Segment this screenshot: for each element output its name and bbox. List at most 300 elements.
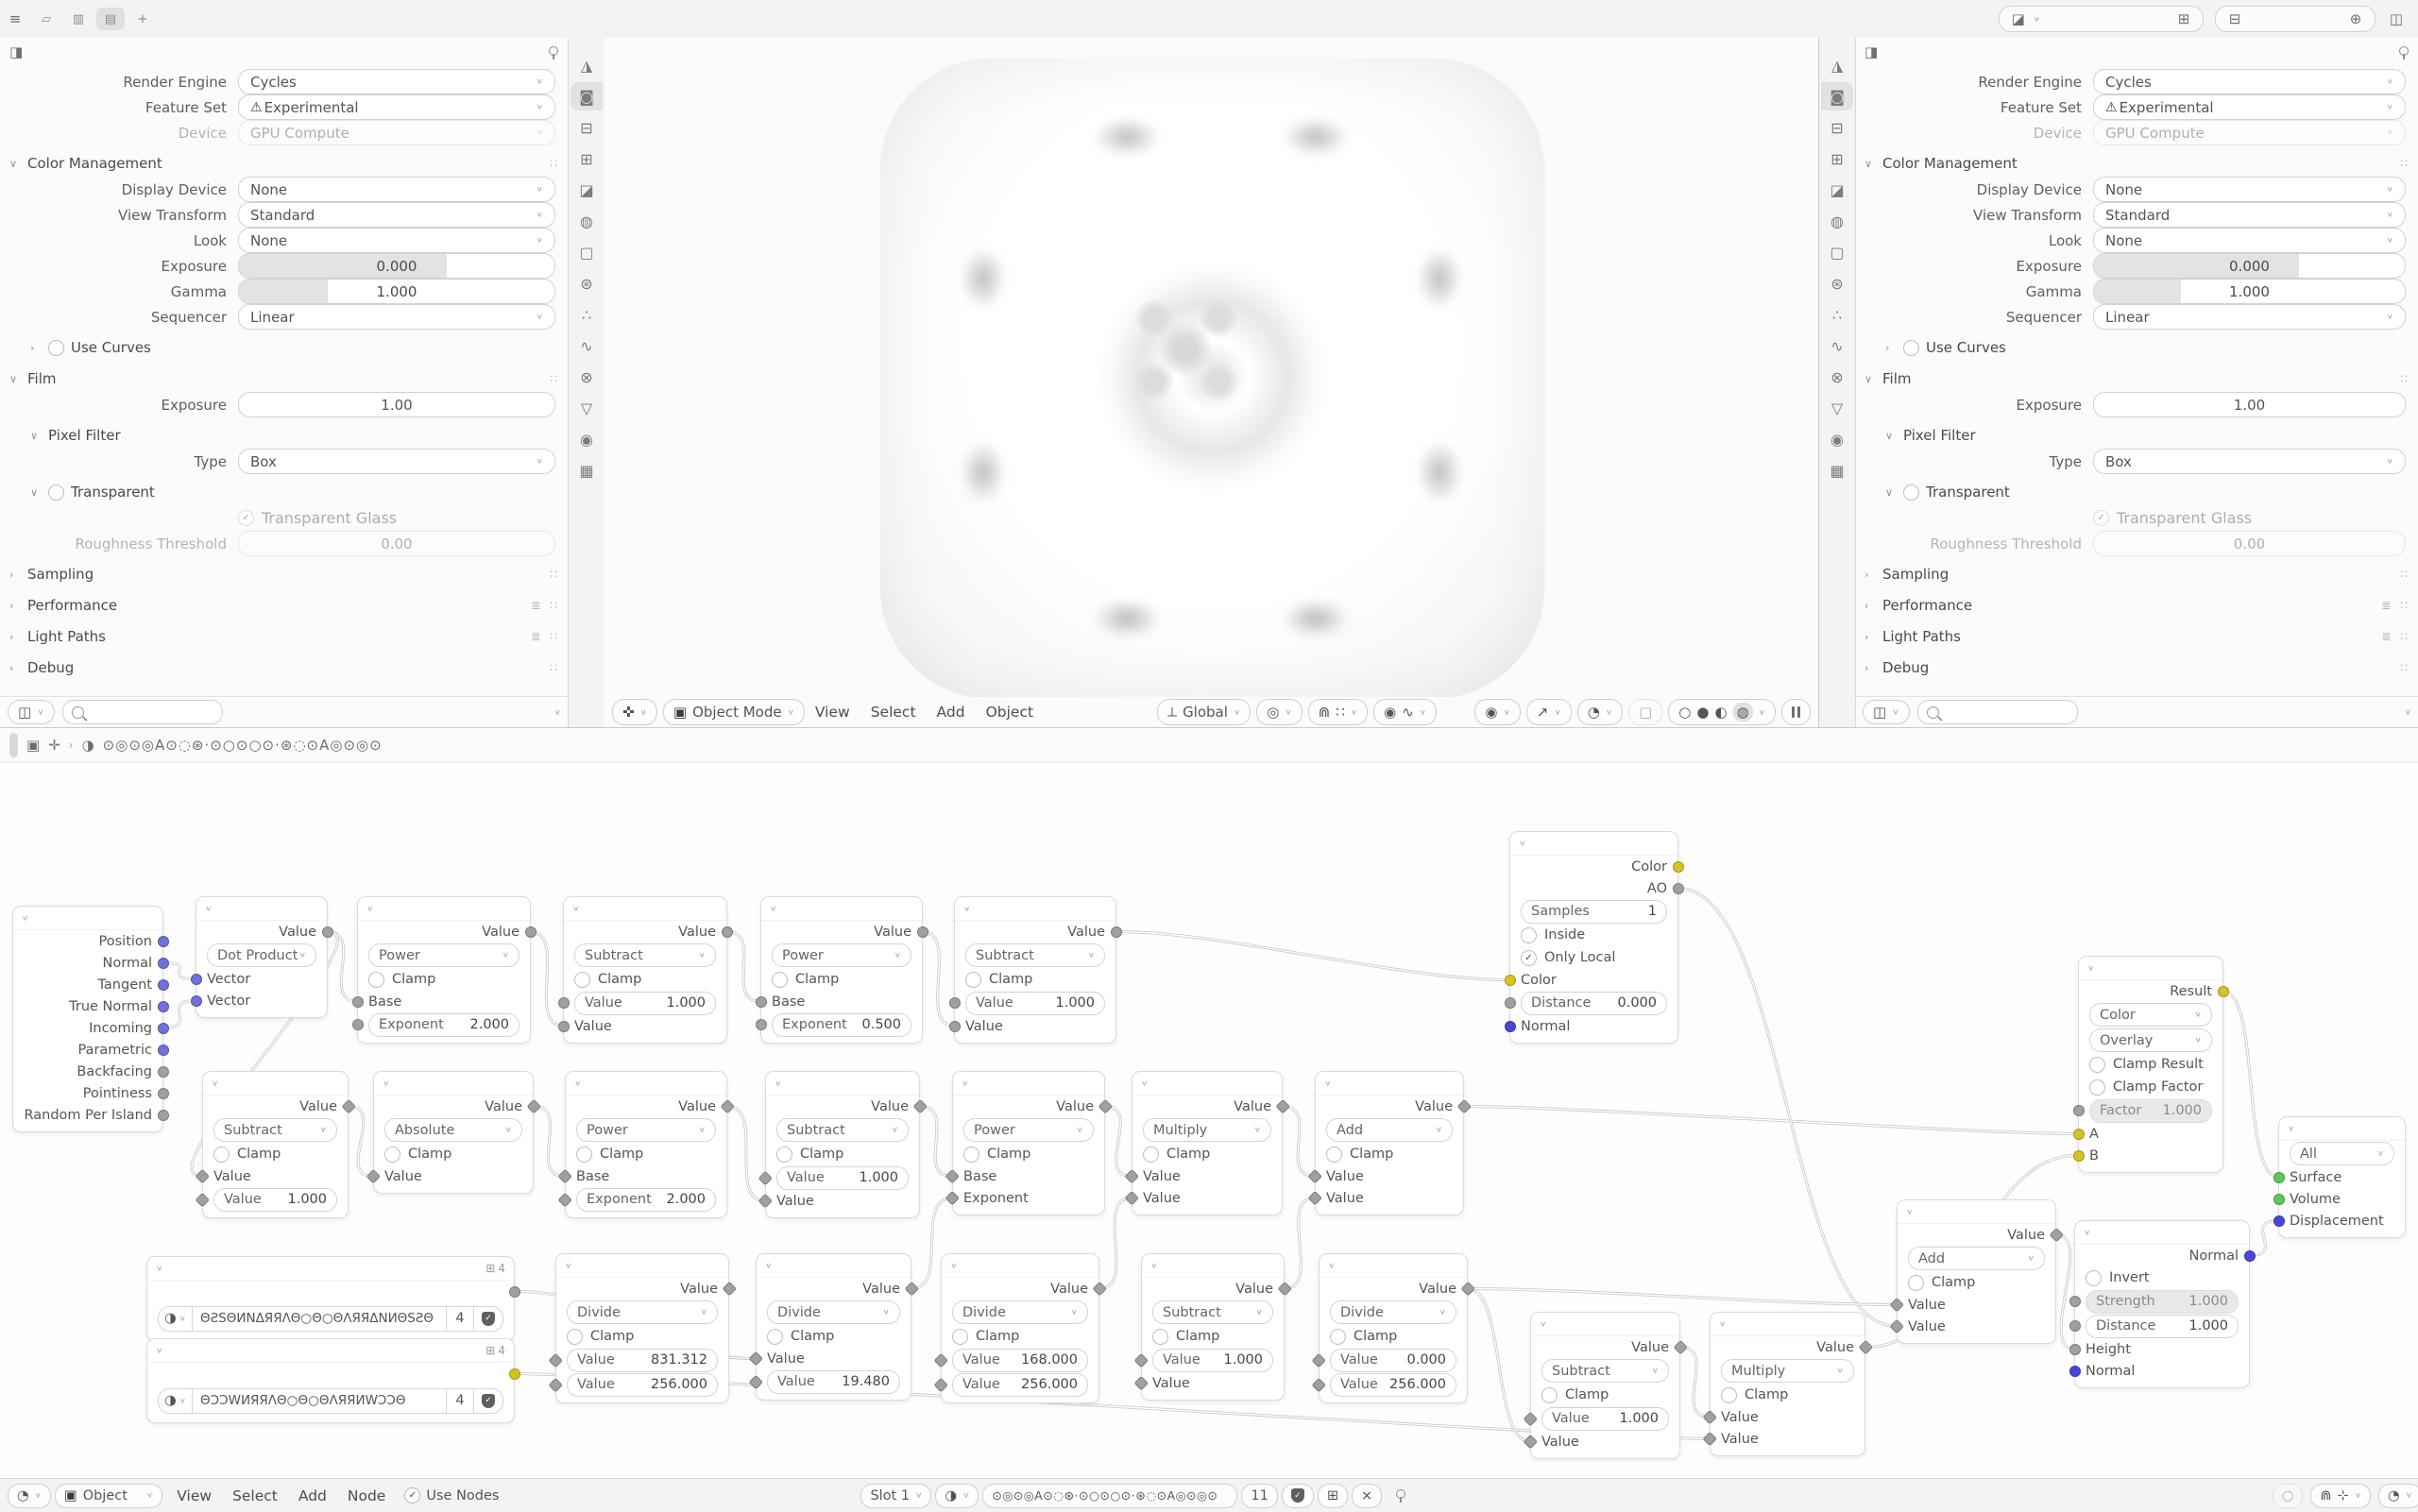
node-math-dot-product[interactable] [196,896,328,1018]
pin-id-button[interactable] [1386,1485,1415,1507]
prop-checkbox[interactable] [2093,509,2252,527]
checkbox-icon[interactable] [2086,1270,2102,1286]
value-field[interactable] [1152,1349,1273,1372]
section-checkbox[interactable] [48,484,64,501]
collapse-chevron-icon[interactable]: ∨ [963,904,971,913]
properties-tab-particles[interactable]: ∴ [1831,305,1843,324]
node-header[interactable] [2075,1221,2249,1245]
input-socket[interactable] [2073,1105,2085,1116]
checkbox-icon[interactable]: ✓ [1521,950,1537,966]
output-socket[interactable] [158,1088,169,1099]
node-select[interactable] [1721,1359,1854,1383]
checkbox-icon[interactable] [368,972,384,988]
prop-field[interactable]: 0.00 [2093,531,2406,556]
checkbox-icon[interactable] [384,1147,400,1163]
region-collapse-handle[interactable] [9,733,18,757]
filter-icon[interactable]: ◫ [2389,10,2404,27]
prop-select[interactable] [238,94,555,120]
node-menu-add[interactable]: Add [298,1487,327,1504]
image-name-field[interactable]: ΘƧSΘИNΔЯЯΛΘ○Θ○ΘΛЯЯΔNИΘSƧΘ [193,1306,447,1332]
properties-tab-world[interactable]: ◍ [580,212,593,230]
node-header[interactable] [147,1257,514,1281]
node-header[interactable] [13,907,162,930]
section-performance[interactable] [1855,593,2418,618]
properties-tab-world[interactable]: ◍ [1831,212,1844,230]
proportional-edit-group[interactable]: ◉ ∿ ∨ [1373,699,1437,725]
shading-wireframe-icon[interactable]: ○ [1678,704,1692,721]
collapse-chevron-icon[interactable]: ∨ [156,1346,163,1355]
shader-type-select[interactable]: ▣ Object ∨ [55,1484,162,1508]
prop-field[interactable]: 0.00 [238,531,555,556]
node-header[interactable] [1316,1072,1463,1096]
node-math-subtract[interactable] [202,1071,349,1218]
collapse-chevron-icon[interactable]: ∨ [1150,1261,1158,1270]
scene-name-field[interactable] [2040,9,2169,28]
shading-material-icon[interactable]: ◐ [1714,704,1728,721]
properties-tab-view-layer[interactable]: ⊞ [1831,149,1844,168]
prop-field[interactable]: 1.00 [2093,392,2406,417]
section-debug[interactable] [1855,655,2418,680]
checkbox-icon[interactable] [952,1329,968,1345]
input-socket[interactable] [1505,975,1516,986]
properties-tab-texture[interactable]: ▦ [1830,461,1845,480]
value-field[interactable] [2089,1099,2212,1123]
checkbox-icon[interactable] [1721,1387,1737,1403]
collapse-chevron-icon[interactable]: ∨ [205,904,213,913]
section-sampling[interactable] [1855,562,2418,586]
prop-select[interactable] [238,202,555,228]
input-socket[interactable] [2069,1366,2081,1377]
collapse-chevron-icon[interactable]: ∨ [1906,1207,1914,1216]
drag-dots-icon[interactable]: ∷ [2400,661,2408,674]
node-header[interactable] [942,1254,1098,1278]
image-users-button[interactable]: 4 [447,1306,474,1332]
drag-dots-icon[interactable]: ∷ [2400,630,2408,643]
node-math-absolute[interactable] [373,1071,534,1194]
node-header[interactable] [374,1072,533,1096]
node-select[interactable] [2290,1142,2394,1165]
output-socket[interactable] [1673,861,1684,873]
node-math-subtract[interactable] [954,896,1116,1044]
viewport-menu-add[interactable]: Add [936,704,965,721]
properties-tab-constraints[interactable]: ⊗ [580,367,593,386]
input-socket[interactable] [2073,1150,2085,1162]
drag-dots-icon[interactable]: ∷ [550,599,557,612]
section-light-paths[interactable] [0,624,569,649]
properties-editor-icon[interactable]: ◨ [1865,43,1879,60]
output-socket[interactable] [158,936,169,947]
node-math-divide[interactable] [941,1253,1099,1403]
node-header[interactable] [358,897,530,921]
node-select[interactable] [207,943,316,967]
collapse-chevron-icon[interactable]: ∨ [962,1079,969,1088]
pin-icon[interactable] [547,46,559,59]
viewlayer-name-field[interactable] [2250,9,2341,28]
properties-tab-object[interactable]: ▢ [1830,243,1845,262]
properties-tab-tool[interactable]: ◮ [580,56,593,75]
properties-tab-render[interactable]: ◙ [1821,82,1853,110]
checkbox-icon[interactable] [767,1329,783,1345]
pause-render-button[interactable] [1781,699,1811,725]
mode-select[interactable]: ▣ Object Mode ∨ [663,699,805,725]
properties-tab-physics[interactable]: ∿ [1831,336,1844,355]
input-socket[interactable] [2073,1129,2085,1140]
node-select[interactable] [567,1300,718,1324]
prop-field[interactable]: 1.00 [238,392,555,417]
output-socket[interactable] [158,1066,169,1078]
output-socket[interactable] [158,958,169,969]
viewport-menu-object[interactable]: Object [985,704,1034,721]
checkbox-icon[interactable] [1541,1387,1558,1403]
editor-type-button[interactable]: ◔ ∨ [8,1484,51,1508]
collapse-chevron-icon[interactable]: ∨ [2087,963,2095,973]
output-socket[interactable] [158,979,169,991]
node-math-divide[interactable] [555,1253,729,1403]
input-socket[interactable] [352,996,364,1008]
prop-select[interactable] [2093,69,2406,94]
prop-slider[interactable] [238,253,555,279]
value-field[interactable] [576,1188,716,1212]
node-header[interactable] [953,1072,1104,1096]
properties-tab-scene[interactable]: ◪ [1830,180,1845,199]
properties-tab-tool[interactable]: ◮ [1831,56,1844,75]
checkbox-icon[interactable] [574,972,590,988]
collapse-chevron-icon[interactable]: ∨ [770,904,777,913]
properties-tab-physics[interactable]: ∿ [580,336,593,355]
node-canvas[interactable] [0,762,2418,1479]
properties-tab-view-layer[interactable]: ⊞ [580,149,593,168]
browse-image-button[interactable] [158,1388,193,1414]
properties-editor-icon[interactable]: ◨ [9,43,24,60]
section-color-management[interactable] [0,151,569,176]
checkbox-icon[interactable] [567,1329,583,1345]
node-header[interactable] [1132,1072,1282,1096]
section-pixel-filter[interactable] [0,423,569,448]
collapse-chevron-icon[interactable]: ∨ [366,904,374,913]
node-select[interactable] [1326,1118,1453,1142]
material-name-field[interactable]: ⊙◎⊙◎A⊙◌⊛·⊙○⊙○⊙·⊛◌⊙A◎⊙◎⊙ [982,1484,1237,1508]
output-socket[interactable] [158,1045,169,1056]
node-header[interactable] [1320,1254,1467,1278]
output-socket[interactable] [525,926,536,938]
prop-select[interactable] [238,120,555,145]
node-image-texture[interactable] [146,1256,515,1341]
node-select[interactable] [1152,1300,1273,1324]
prop-select[interactable] [2093,120,2406,145]
node-math-subtract[interactable] [1530,1312,1680,1459]
value-field[interactable] [567,1349,718,1372]
properties-tab-texture[interactable]: ▦ [579,461,594,480]
node-select[interactable] [213,1118,337,1142]
shading-solid-icon[interactable]: ● [1696,704,1710,721]
viewport-menu-view[interactable]: View [814,704,850,721]
gizmos-button[interactable]: ↗ ∨ [1526,699,1572,725]
collapse-chevron-icon[interactable]: ∨ [1719,1319,1727,1329]
value-field[interactable] [2086,1315,2239,1338]
output-socket[interactable] [158,1110,169,1121]
checkbox-icon[interactable] [213,1147,230,1163]
input-socket[interactable] [352,1019,364,1030]
prop-select[interactable] [2093,177,2406,202]
section-checkbox[interactable] [1903,340,1919,356]
viewport-menu-select[interactable]: Select [870,704,916,721]
workspace-tab-active[interactable]: ▤ [96,8,125,30]
drag-dots-icon[interactable]: ∷ [2400,157,2408,170]
input-socket[interactable] [949,1021,961,1032]
collapse-chevron-icon[interactable]: ∨ [22,913,29,923]
drag-dots-icon[interactable]: ∷ [2400,599,2408,612]
input-socket[interactable] [2069,1320,2081,1332]
properties-tab-modifiers[interactable]: ⊛ [580,274,593,293]
display-filter-button[interactable]: ◫ ∨ [8,700,55,724]
checkbox-icon[interactable] [772,972,788,988]
list-icon[interactable]: ≣ [2381,599,2392,612]
output-socket[interactable] [722,926,733,938]
section-sampling[interactable] [0,562,569,586]
collapse-chevron-icon[interactable]: ∨ [572,904,580,913]
checkbox-icon[interactable] [965,972,981,988]
node-geometry-input[interactable] [12,906,163,1132]
node-header[interactable] [2279,1117,2405,1141]
section-checkbox[interactable] [48,340,64,356]
node-math-multiply[interactable] [1710,1312,1865,1456]
shading-rendered-icon[interactable]: ◍ [1733,703,1753,722]
section-debug[interactable] [0,655,569,680]
checkbox-icon[interactable] [2089,1057,2105,1073]
checkbox-icon[interactable] [576,1147,592,1163]
viewlayer-selector[interactable] [2215,6,2375,32]
node-select[interactable] [776,1118,909,1142]
search-input[interactable] [1917,700,2078,724]
node-header[interactable] [757,1254,911,1278]
input-socket[interactable] [1505,1021,1516,1032]
node-math-add[interactable] [1315,1071,1464,1215]
material-users-count[interactable]: 11 [1241,1484,1277,1508]
checkbox-icon[interactable] [1908,1275,1924,1291]
value-field[interactable] [1330,1373,1456,1397]
overlays-button[interactable]: ◔ ∨ [1577,699,1623,725]
properties-tab-material[interactable]: ◉ [1831,430,1844,449]
snap-toggle-group[interactable]: ⋒ ∷ ∨ [1308,699,1368,725]
node-header[interactable] [147,1339,514,1363]
section-light-paths[interactable] [1855,624,2418,649]
viewport-3d[interactable] [604,38,1818,727]
value-field[interactable] [772,1013,911,1037]
overlays-group[interactable]: ◔ ∨ [2378,1484,2418,1508]
input-socket[interactable] [191,995,202,1007]
value-field[interactable] [1521,900,1667,924]
drag-dots-icon[interactable]: ∷ [550,661,557,674]
input-socket[interactable] [2273,1215,2285,1227]
drag-dots-icon[interactable]: ∷ [550,630,557,643]
node-select[interactable] [965,943,1105,967]
node-math-divide[interactable] [756,1253,911,1401]
prop-select[interactable] [238,304,555,330]
node-select[interactable] [2089,1028,2212,1052]
value-field[interactable] [767,1370,900,1394]
node-math-power[interactable] [952,1071,1105,1215]
section-film[interactable] [0,366,569,391]
output-socket[interactable] [2244,1250,2256,1262]
prop-select[interactable] [2093,94,2406,120]
node-material-output[interactable] [2278,1116,2406,1238]
node-header[interactable] [1142,1254,1284,1278]
collapse-chevron-icon[interactable]: ∨ [765,1261,773,1270]
node-math-divide[interactable] [1319,1253,1468,1403]
auto-offset-button[interactable]: ○ [2273,1484,2304,1508]
app-menu-icon[interactable]: ≡ [9,10,22,27]
drag-dots-icon[interactable]: ∷ [550,157,557,170]
output-socket[interactable] [158,1001,169,1012]
prop-select[interactable] [238,69,555,94]
properties-tab-render[interactable]: ◙ [570,82,603,110]
section-performance[interactable] [0,593,569,618]
value-field[interactable] [574,992,716,1015]
node-math-subtract[interactable] [563,896,727,1044]
shader-node-editor[interactable] [0,727,2418,1479]
input-socket[interactable] [558,1021,570,1032]
drag-dots-icon[interactable]: ∷ [2400,372,2408,385]
node-header[interactable] [766,1072,919,1096]
node-select[interactable] [2089,1003,2212,1027]
value-field[interactable] [368,1013,519,1037]
editor-type-icon[interactable]: ▣ [26,737,41,754]
input-socket[interactable] [949,997,961,1009]
chevron-down-icon[interactable]: ∨ [2404,707,2411,717]
output-socket[interactable] [509,1286,520,1298]
checkbox-icon[interactable] [1152,1329,1168,1345]
node-header[interactable] [2079,957,2222,980]
new-scene-icon[interactable]: ⊞ [2177,10,2190,27]
fake-user-button[interactable] [474,1388,503,1414]
prop-slider[interactable] [2093,253,2406,279]
prop-select[interactable] [238,177,555,202]
output-socket[interactable] [509,1368,520,1380]
node-header[interactable] [1531,1313,1679,1336]
value-field[interactable] [952,1349,1088,1372]
section-film[interactable] [1855,366,2418,391]
use-nodes-checkbox[interactable]: ✓ Use Nodes [396,1485,507,1507]
node-select[interactable] [368,943,519,967]
value-field[interactable] [965,992,1105,1015]
section-color-management[interactable] [1855,151,2418,176]
pivot-point-select[interactable]: ◎ ∨ [1256,699,1302,725]
show-gizmo-button[interactable]: ◉ ∨ [1474,699,1520,725]
input-socket[interactable] [1505,997,1516,1009]
node-math-power[interactable] [760,896,923,1044]
node-header[interactable] [955,897,1115,921]
node-image-texture[interactable] [146,1338,515,1423]
node-math-subtract[interactable] [1141,1253,1285,1401]
node-header[interactable] [761,897,922,921]
output-socket[interactable] [158,1023,169,1034]
value-field[interactable] [1521,992,1667,1015]
browse-material-button[interactable]: ◑ ∨ [935,1484,979,1508]
collapse-chevron-icon[interactable]: ∨ [1141,1079,1149,1088]
collapse-chevron-icon[interactable]: ∨ [212,1079,219,1088]
node-bump[interactable] [2074,1220,2250,1388]
value-field[interactable] [952,1373,1088,1397]
node-math-multiply[interactable] [1132,1071,1283,1215]
snap-group[interactable]: ⋒ ⊹ ∨ [2310,1484,2371,1508]
output-socket[interactable] [1673,883,1684,894]
prop-select[interactable] [238,449,555,474]
section-pixel-filter[interactable] [1855,423,2418,448]
properties-tab-scene[interactable]: ◪ [579,180,594,199]
prop-select[interactable] [2093,449,2406,474]
output-socket[interactable] [1111,926,1122,938]
node-select[interactable] [574,943,716,967]
node-header[interactable] [1510,832,1677,856]
node-select[interactable] [1541,1359,1669,1383]
properties-tab-material[interactable]: ◉ [580,430,593,449]
node-math-add[interactable] [1897,1199,2056,1344]
node-menu-node[interactable]: Node [347,1487,386,1504]
search-input[interactable] [62,700,223,724]
node-select[interactable] [952,1300,1088,1324]
value-field[interactable] [213,1188,337,1212]
drag-dots-icon[interactable]: ∷ [550,568,557,581]
output-socket[interactable] [2218,986,2229,997]
collapse-chevron-icon[interactable]: ∨ [565,1261,572,1270]
display-filter-button[interactable]: ◫ ∨ [1863,700,1910,724]
fake-user-button[interactable] [1282,1484,1314,1508]
node-select[interactable] [1330,1300,1456,1324]
collapse-chevron-icon[interactable]: ∨ [2084,1228,2091,1237]
prop-select[interactable] [238,228,555,253]
pin-icon[interactable] [2397,46,2409,59]
node-select[interactable] [1143,1118,1271,1142]
shading-mode-group[interactable]: ○ ● ◐ ◍ ∨ [1668,699,1776,725]
workspace-tab-2[interactable]: ▥ [72,11,85,26]
input-socket[interactable] [2069,1296,2081,1307]
checkbox-icon[interactable] [1330,1329,1346,1345]
image-name-field[interactable]: ΘƆƆWИЯЯΛΘ○Θ○ΘΛЯЯИWƆƆΘ [193,1388,447,1414]
list-icon[interactable]: ≣ [2381,630,2392,643]
input-socket[interactable] [756,996,767,1008]
node-select[interactable] [963,1118,1094,1142]
drag-dots-icon[interactable]: ∷ [550,372,557,385]
node-math-power[interactable] [565,1071,727,1218]
node-header[interactable] [203,1072,348,1096]
section-checkbox[interactable] [1903,484,1919,501]
properties-tab-output[interactable]: ⊟ [580,118,593,137]
xray-toggle[interactable] [1628,699,1662,725]
transform-orientation-select[interactable]: ⟂ Global ∨ [1157,699,1251,725]
value-field[interactable] [776,1166,909,1190]
checkbox-icon[interactable] [776,1147,792,1163]
properties-tab-object-data[interactable]: ▽ [580,399,593,417]
collapse-chevron-icon[interactable]: ∨ [574,1079,582,1088]
node-menu-select[interactable]: Select [232,1487,278,1504]
value-field[interactable] [1330,1349,1456,1372]
node-mix-color[interactable] [2078,956,2223,1173]
node-header[interactable] [196,897,327,921]
collapse-chevron-icon[interactable]: ∨ [1324,1079,1332,1088]
input-socket[interactable] [756,1019,767,1030]
list-icon[interactable]: ≣ [531,599,541,612]
input-socket[interactable] [558,997,570,1009]
checkbox-icon[interactable] [1521,927,1537,943]
collapse-chevron-icon[interactable]: ∨ [156,1264,163,1273]
node-header[interactable] [1898,1200,2055,1224]
checkbox-icon[interactable] [1143,1147,1159,1163]
section-use-curves[interactable] [1855,335,2418,360]
new-material-button[interactable]: ⊞ [1318,1484,1348,1508]
value-field[interactable] [567,1373,718,1397]
output-socket[interactable] [322,926,333,938]
node-select[interactable] [1908,1247,2045,1270]
